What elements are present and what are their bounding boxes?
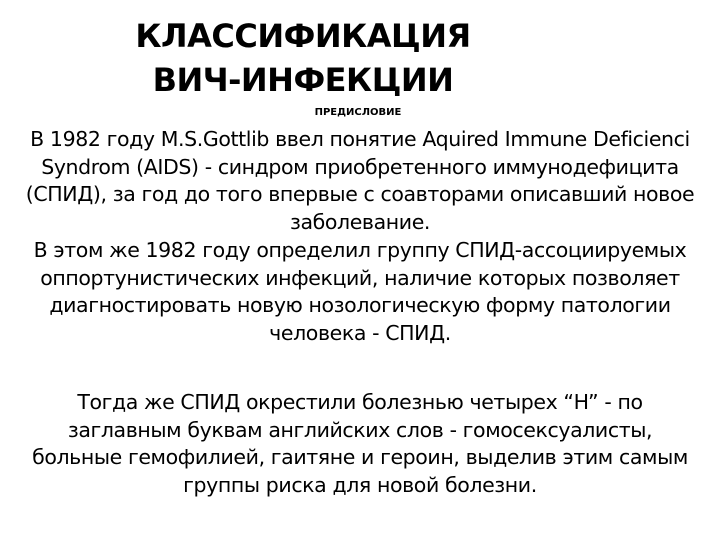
- slide-subtitle: ПРЕДИСЛОВИЕ: [314, 107, 402, 118]
- paragraph-opportunistic-infections: В этом же 1982 году определил группу СПИД-ассоциируемых оппортунистических инфекций, наличие которых позволяет диагностировать новую нозологическую форму патологии человека - СПИД.: [33, 238, 687, 345]
- slide-title-line-1: КЛАССИФИКАЦИЯ: [135, 17, 471, 55]
- paragraph-four-h: Тогда же СПИД окрестили болезнью четырех “H” - по заглавным буквам английских слов - гомосексуалисты, больные гемофилией, гаитяне и героин, выделив этим самым группы риска для новой болезни.: [32, 390, 688, 497]
- paragraph-gottlib: В 1982 году M.S.Gottlib ввел понятие Aquired Immune Deficienci Syndrom (AIDS) - синдром приобретенного иммунодефицита (СПИД), за год до того впервые с соавторами описавший новое заболевание.: [25, 127, 695, 234]
- slide-title: [118, 14, 488, 102]
- slide-title-line-2: ВИЧ-ИНФЕКЦИИ: [152, 61, 454, 99]
